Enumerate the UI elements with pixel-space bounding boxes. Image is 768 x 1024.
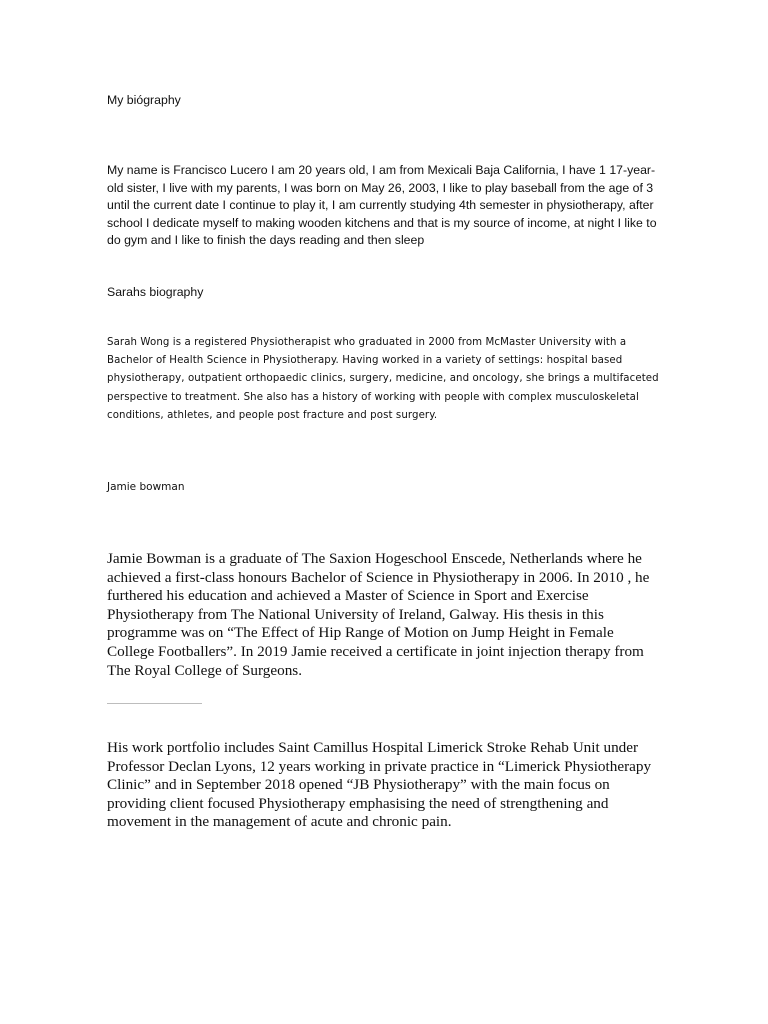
paragraph-jamie-bowman-portfolio: His work portfolio includes Saint Camillus Hospital Limerick Stroke Rehab Unit under Professor Declan Lyons, 12 years working in private practice in “Limerick Physiotherapy Clinic” and in September 2018 opened “JB Physiotherapy” with the main focus on providing client focused Physiotherapy emphasising the need of strengthening and movement in the management of acute and chronic pain.	[107, 739, 652, 831]
section-title-jamie-bowman: Jamie bowman	[107, 481, 185, 493]
paragraph-sarahs-biography: Sarah Wong is a registered Physiotherapist who graduated in 2000 from McMaster University with a Bachelor of Health Science in Physiotherapy. Having worked in a variety of settings: hospital based physiotherapy, outpatient orthopaedic clinics, surgery, medicine, and oncology, she brings a multifaceted perspective to treatment. She also has a history of working with people with complex musculoskeletal conditions, athletes, and people post fracture and post surgery.	[107, 337, 659, 421]
section-title-sarahs-biography: Sarahs biography	[107, 285, 204, 299]
section-title-my-biography: My biógraphy	[107, 93, 181, 107]
paragraph-my-biography: My name is Francisco Lucero I am 20 years old, I am from Mexicali Baja California, I have 1 17-year-old sister, I live with my parents, I was born on May 26, 2003, I like to play baseball from the age of 3 until the current date I continue to play it, I am currently studying 4th semester in physiotherapy, after school I dedicate myself to making wooden kitchens and that is my source of income, at night I like to do gym and I like to finish the days reading and then sleep	[107, 163, 657, 248]
horizontal-divider	[107, 703, 202, 704]
paragraph-jamie-bowman-education: Jamie Bowman is a graduate of The Saxion Hogeschool Enscede, Netherlands where he achieved a first-class honours Bachelor of Science in Physiotherapy in 2006. In 2010 , he furthered his education and achieved a Master of Science in Sport and Exercise Physiotherapy from The National University of Ireland, Galway. His thesis in this programme was on “The Effect of Hip Range of Motion on Jump Height in Female College Footballers”. In 2019 Jamie received a certificate in joint injection therapy from The Royal College of Surgeons.	[107, 550, 650, 679]
